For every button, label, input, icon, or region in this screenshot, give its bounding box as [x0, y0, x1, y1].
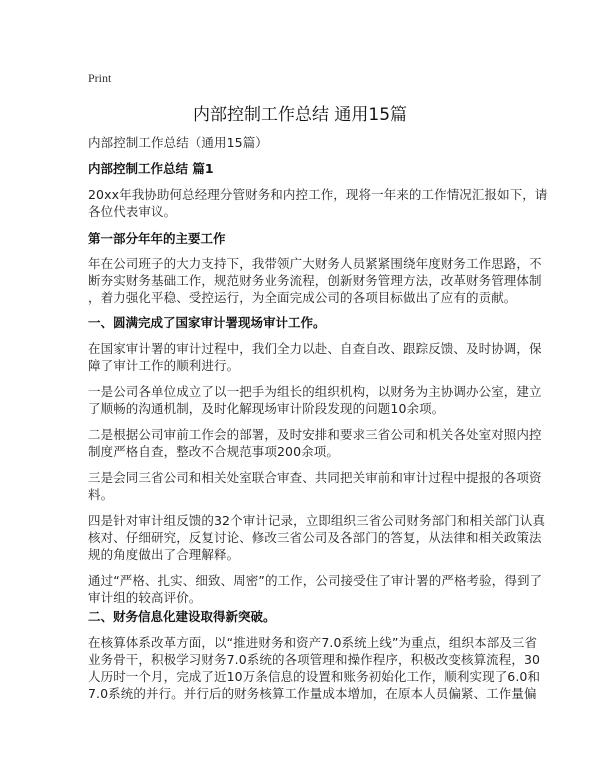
line: 7.0系统的并行。并行后的财务核算工作量成本增加，在原本人员偏紧、工作量偏	[88, 686, 537, 701]
line: 料。	[88, 487, 114, 502]
line: 年在公司班子的大力支持下，我带领广大财务人员紧紧围绕年度财务工作思路，不	[88, 256, 542, 271]
item2-paragraph	[88, 634, 541, 702]
line: 审计组的较高评价。	[88, 590, 202, 605]
item2-heading: 二、财务信息化建设取得新突破。	[88, 609, 276, 624]
line: 了顺畅的沟通机制，及时化解现场审计阶段发现的问题10余项。	[88, 401, 445, 416]
line: 障了审计工作的顺利进行。	[88, 358, 240, 373]
item1-paragraph	[88, 426, 542, 460]
line: 20xx年我协助何总经理分管财务和内控工作，现将一年来的工作情况汇报如下，请	[88, 187, 548, 202]
line: 核对、仔细研究，反复讨论、修改三省公司及各部门的答复，从法律和相关政策法	[88, 530, 542, 545]
part1-heading: 第一部分年年的主要工作	[88, 231, 226, 246]
line: 制度严格自查，整改不合规范事项200余项。	[88, 444, 339, 459]
item1-heading: 一、圆满完成了国家审计署现场审计工作。	[88, 315, 326, 330]
line: 规的角度做出了合理解释。	[88, 547, 240, 562]
item1-paragraph	[88, 469, 542, 503]
page-title: 内部控制工作总结 通用15篇	[192, 105, 408, 125]
line: 断夯实财务基础工作，规范财务业务流程，创新财务管理方法，改革财务管理体制	[88, 273, 542, 288]
line: 三是会同三省公司和相关处室联合审查、共同把关审前和审计过程中提报的各项资	[88, 470, 542, 485]
line: 通过“严格、扎实、细致、周密”的工作，公司接受住了审计署的严格考验，得到了	[88, 573, 543, 588]
line: 各位代表审议。	[88, 204, 177, 219]
section-heading: 内部控制工作总结 篇1	[88, 161, 214, 176]
line: 二是根据公司审前工作会的部署，及时安排和要求三省公司和机关各处室对照内控	[88, 427, 542, 442]
line: 四是针对审计组反馈的32个审计记录，立即组织三省公司财务部门和相关部门认真	[88, 513, 546, 528]
part1-paragraph	[88, 255, 542, 306]
item1-paragraph	[88, 383, 542, 417]
print-label: Print	[88, 71, 112, 85]
line: 人历时一个月，完成了近10万条信息的设置和账务初始化工作，顺利实现了6.0和	[88, 669, 541, 684]
item1-paragraph	[88, 512, 546, 563]
line: 一是公司各单位成立了以一把手为组长的组织机构，以财务为主协调办公室，建立	[88, 384, 542, 399]
line: 在核算体系改革方面，以“推进财务和资产7.0系统上线”为重点，组织本部及三省	[88, 635, 538, 650]
intro-paragraph	[88, 186, 548, 220]
item1-paragraph	[88, 340, 542, 374]
line: 在国家审计署的审计过程中，我们全力以赴、自查自改、跟踪反馈、及时协调，保	[88, 341, 542, 356]
item1-paragraph	[88, 572, 543, 606]
line: ，着力强化平稳、受控运行，为全面完成公司的各项目标做出了应有的贡献。	[88, 290, 517, 305]
line: 业务骨干，积极学习财务7.0系统的各项管理和操作程序，积极改变核算流程，30	[88, 652, 541, 667]
subtitle: 内部控制工作总结（通用15篇）	[88, 135, 268, 150]
